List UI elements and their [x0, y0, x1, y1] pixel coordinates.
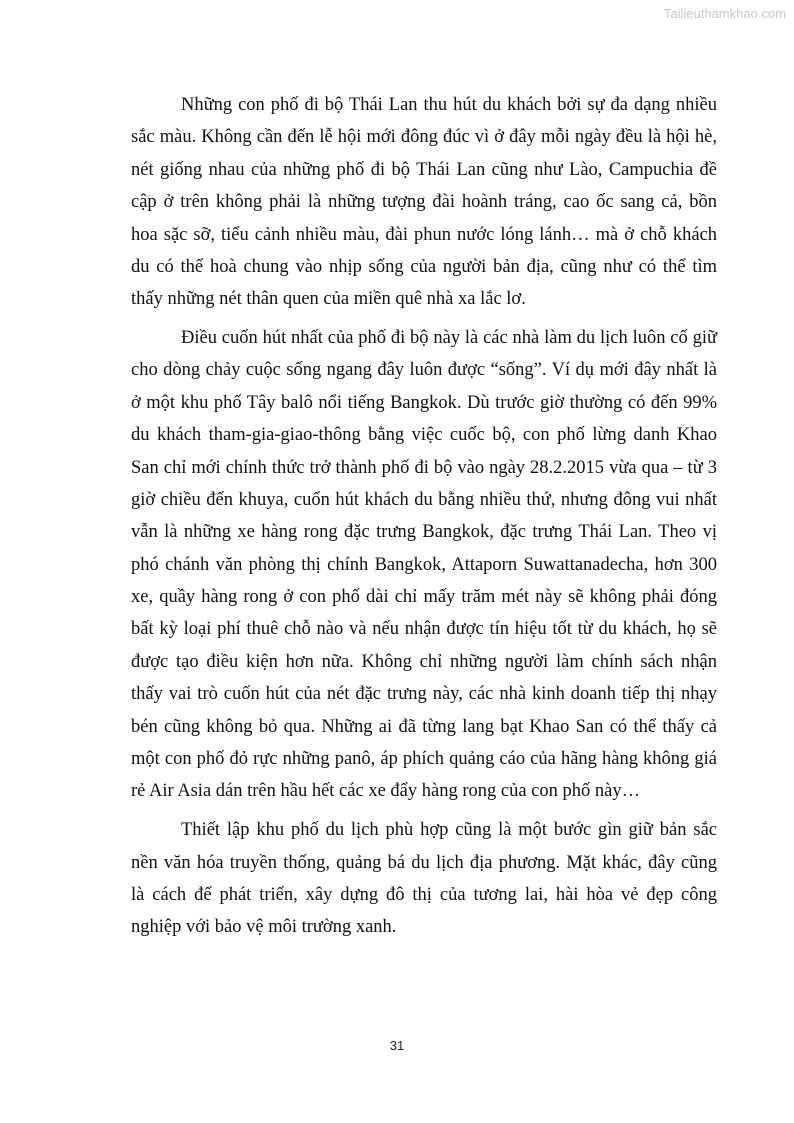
paragraph-2-line-13: bén cũng không bỏ qua. Những ai đã từng lang bạt Khao San có thể thấy cả — [131, 717, 717, 737]
paragraph-2-line-1: Điều cuốn hút nhất của phố đi bộ này là các nhà làm du lịch luôn cố giữ — [181, 328, 717, 348]
watermark: Tailieuthamkhao.com — [663, 6, 786, 21]
paragraph-3-line-2: nền văn hóa truyền thống, quảng bá du lịch địa phương. Mặt khác, đây cũng — [131, 853, 717, 873]
paragraph-3-line-1: Thiết lập khu phố du lịch phù hợp cũng là một bước gìn giữ bản sắc — [181, 820, 717, 840]
paragraph-1-line-4: cập ở trên không phải là những tượng đài hoành tráng, cao ốc sang cả, bồn — [131, 192, 717, 212]
paragraph-2-line-7: vẫn là những xe hàng rong đặc trưng Bangkok, đặc trưng Thái Lan. Theo vị — [131, 522, 717, 542]
paragraph-2-line-8: phó chánh văn phòng thị chính Bangkok, Attaporn Suwattanadecha, hơn 300 — [131, 555, 717, 575]
paragraph-2-line-5: San chỉ mới chính thức trở thành phố đi bộ vào ngày 28.2.2015 vừa qua – từ 3 — [131, 458, 717, 478]
paragraph-2-line-4: du khách tham-gia-giao-thông bằng việc cuốc bộ, con phố lừng danh Khao — [131, 425, 717, 445]
paragraph-1-line-5: hoa sặc sỡ, tiểu cảnh nhiều màu, đài phun nước lóng lánh… mà ở chỗ khách — [131, 225, 717, 245]
paragraph-2-line-3: ở một khu phố Tây balô nổi tiếng Bangkok. Dù trước giờ thường có đến 99% — [131, 393, 717, 413]
paragraph-2-line-15: rẻ Air Asia dán trên hầu hết các xe đẩy hàng rong của con phố này… — [131, 781, 641, 801]
paragraph-1-line-3: nét giống nhau của những phố đi bộ Thái Lan cũng như Lào, Campuchia đề — [131, 160, 717, 180]
paragraph-1-line-1: Những con phố đi bộ Thái Lan thu hút du khách bởi sự đa dạng nhiều — [181, 95, 717, 115]
paragraph-1-line-7: thấy những nét thân quen của miền quê nhà xa lắc lơ. — [131, 289, 526, 309]
paragraph-2-line-14: một con phố đỏ rực những panô, áp phích quảng cáo của hãng hàng không giá — [131, 749, 717, 769]
paragraph-3-line-3: là cách để phát triển, xây dựng đô thị của tương lai, hài hòa vẻ đẹp công — [131, 885, 717, 905]
paragraph-1-line-2: sắc màu. Không cần đến lễ hội mới đông đúc vì ở đây mỗi ngày đều là hội hè, — [131, 127, 717, 147]
paragraph-2-line-9: xe, quầy hàng rong ở con phố dài chỉ mấy trăm mét này sẽ không phải đóng — [131, 587, 717, 607]
paragraph-2-line-12: thấy vai trò cuốn hút của nét đặc trưng này, các nhà kinh doanh tiếp thị nhạy — [131, 684, 717, 704]
paragraph-2-line-2: cho dòng chảy cuộc sống ngang đây luôn được “sống”. Ví dụ mới đây nhất là — [131, 360, 717, 380]
paragraph-2-line-6: giờ chiều đến khuya, cuốn hút khách du bằng nhiều thứ, nhưng đông vui nhất — [131, 490, 717, 510]
paragraph-2-line-11: được tạo điều kiện hơn nữa. Không chỉ những người làm chính sách nhận — [131, 652, 717, 672]
page-number: 31 — [389, 1038, 405, 1053]
paragraph-2-line-10: bất kỳ loại phí thuê chỗ nào và nếu nhận được tín hiệu tốt từ du khách, họ sẽ — [131, 619, 717, 639]
paragraph-3-line-4: nghiệp với bảo vệ môi trường xanh. — [131, 917, 397, 937]
paragraph-1-line-6: du có thể hoà chung vào nhịp sống của người bản địa, cũng như có thể tìm — [131, 257, 717, 277]
